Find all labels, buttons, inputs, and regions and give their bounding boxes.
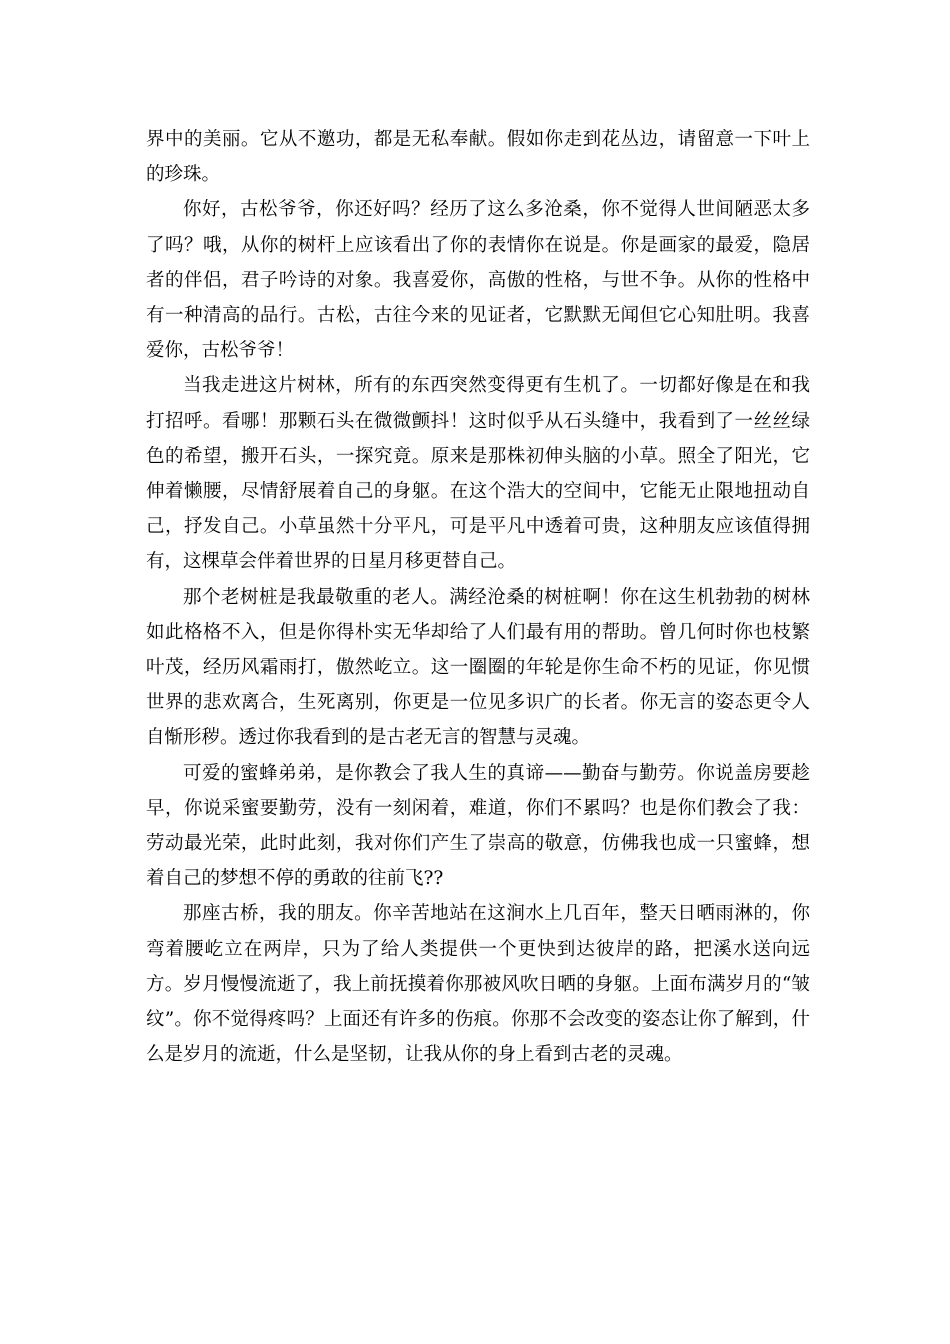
document-body (146, 122, 810, 1072)
paragraph-4: 那个老树桩是我最敬重的老人。满经沧桑的树桩啊！你在这生机勃勃的树林如此格格不入，但是你得朴实无华却给了人们最有用的帮助。曾几何时你也枝繁叶茂，经历风霜雨打，傲然屹立。这一圈圈的年轮是你生命不朽的见证，你见惯世界的悲欢离合，生死离别，你更是一位见多识广的长者。你无言的姿态更令人自惭形秽。透过你我看到的是古老无言的智慧与灵魂。 (146, 586, 810, 749)
paragraph-6: 那座古桥，我的朋友。你辛苦地站在这涧水上几百年，整天日晒雨淋的，你弯着腰屹立在两岸，只为了给人类提供一个更快到达彼岸的路，把溪水送向远方。岁月慢慢流逝了，我上前抚摸着你那被风吹日晒的身躯。上面布满岁月的“皱纹”。你不觉得疼吗？上面还有许多的伤痕。你那不会改变的姿态让你了解到，什么是岁月的流逝，什么是坚韧，让我从你的身上看到古老的灵魂。 (146, 903, 810, 1066)
paragraph-1: 界中的美丽。它从不邀功，都是无私奉献。假如你走到花丛边，请留意一下叶上的珍珠。 (146, 129, 810, 186)
paragraph-3: 当我走进这片树林，所有的东西突然变得更有生机了。一切都好像是在和我打招呼。看哪！那颗石头在微微颤抖！这时似乎从石头缝中，我看到了一丝丝绿色的希望，搬开石头，一探究竟。原来是那株初伸头脑的小草。照全了阳光，它伸着懒腰，尽情舒展着自己的身躯。在这个浩大的空间中，它能无止限地扭动自己，抒发自己。小草虽然十分平凡，可是平凡中透着可贵，这种朋友应该值得拥有，这棵草会伴着世界的日星月移更替自己。 (146, 375, 810, 573)
paragraph-5: 可爱的蜜蜂弟弟，是你教会了我人生的真谛——勤奋与勤劳。你说盖房要趁早，你说采蜜要勤劳，没有一刻闲着，难道，你们不累吗？也是你们教会了我：劳动最光荣，此时此刻，我对你们产生了崇高的敬意，仿佛我也成一只蜜蜂，想着自己的梦想不停的勇敢的往前飞?? (146, 762, 810, 890)
paragraph-2: 你好，古松爷爷，你还好吗？经历了这么多沧桑，你不觉得人世间陋恶太多了吗？哦，从你的树杆上应该看出了你的表情你在说是。你是画家的最爱，隐居者的伴侣，君子吟诗的对象。我喜爱你，高傲的性格，与世不争。从你的性格中有一种清高的品行。古松，古往今来的见证者，它默默无闻但它心知肚明。我喜爱你，古松爷爷！ (146, 199, 810, 362)
